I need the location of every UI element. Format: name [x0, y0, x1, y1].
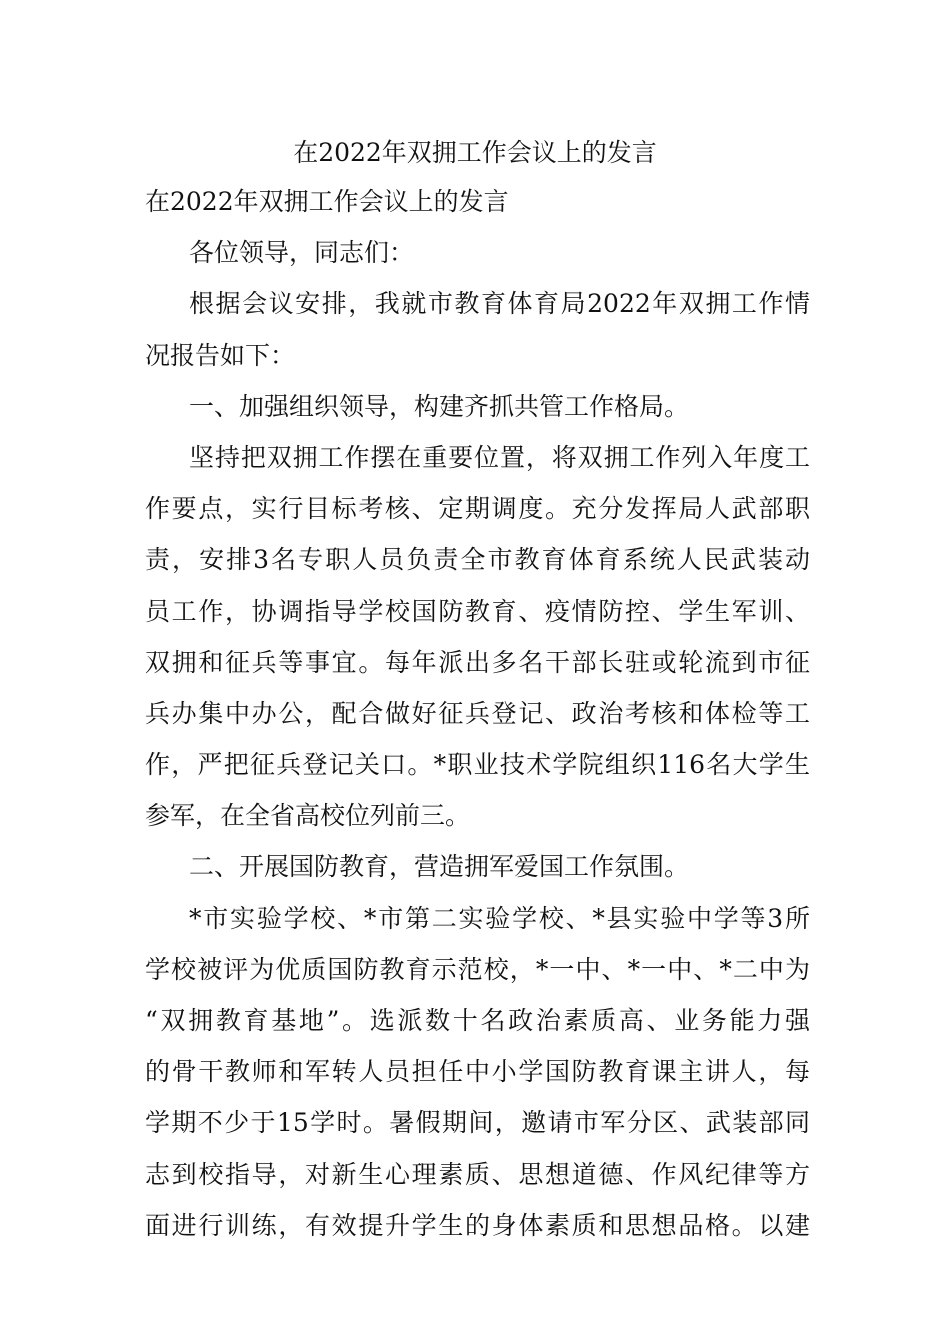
paragraph-line: 作，严把征兵登记关口。*职业技术学院组织116名大学生	[145, 750, 810, 780]
paragraph-line: 的骨干教师和军转人员担任中小学国防教育课主讲人，每	[145, 1057, 810, 1087]
subtitle-line: 在2022年双拥工作会议上的发言	[145, 187, 509, 216]
document-title: 在2022年双拥工作会议上的发言	[293, 138, 657, 167]
salutation: 各位领导，同志们：	[189, 238, 415, 268]
paragraph-line: 员工作，协调指导学校国防教育、疫情防控、学生军训、	[145, 596, 810, 626]
paragraph-line: 学校被评为优质国防教育示范校，*一中、*一中、*二中为	[145, 954, 810, 984]
paragraph-line: 作要点，实行目标考核、定期调度。充分发挥局人武部职	[145, 494, 810, 524]
section-heading-1: 一、加强组织领导，构建齐抓共管工作格局。	[189, 391, 690, 421]
paragraph-line: 兵办集中办公，配合做好征兵登记、政治考核和体检等工	[145, 698, 810, 728]
paragraph-line: *市实验学校、*市第二实验学校、*县实验中学等3所	[189, 903, 810, 933]
paragraph-line: 学期不少于15学时。暑假期间，邀请市军分区、武装部同	[145, 1108, 810, 1138]
paragraph-line: “双拥教育基地”。选派数十名政治素质高、业务能力强	[145, 1006, 810, 1035]
paragraph-line: 根据会议安排，我就市教育体育局2022年双拥工作情	[189, 289, 810, 319]
paragraph-line: 坚持把双拥工作摆在重要位置，将双拥工作列入年度工	[189, 442, 810, 472]
paragraph-line: 责，安排3名专职人员负责全市教育体育系统人民武装动	[145, 545, 810, 575]
paragraph-line: 志到校指导，对新生心理素质、思想道德、作风纪律等方	[145, 1159, 810, 1189]
document-body	[145, 176, 810, 1251]
paragraph-line: 参军，在全省高校位列前三。	[145, 801, 471, 831]
paragraph-line: 面进行训练，有效提升学生的身体素质和思想品格。以建	[145, 1210, 810, 1240]
section-heading-2: 二、开展国防教育，营造拥军爱国工作氛围。	[189, 852, 690, 882]
paragraph-line: 双拥和征兵等事宜。每年派出多名干部长驻或轮流到市征	[145, 647, 810, 677]
paragraph-line: 况报告如下：	[145, 340, 296, 370]
